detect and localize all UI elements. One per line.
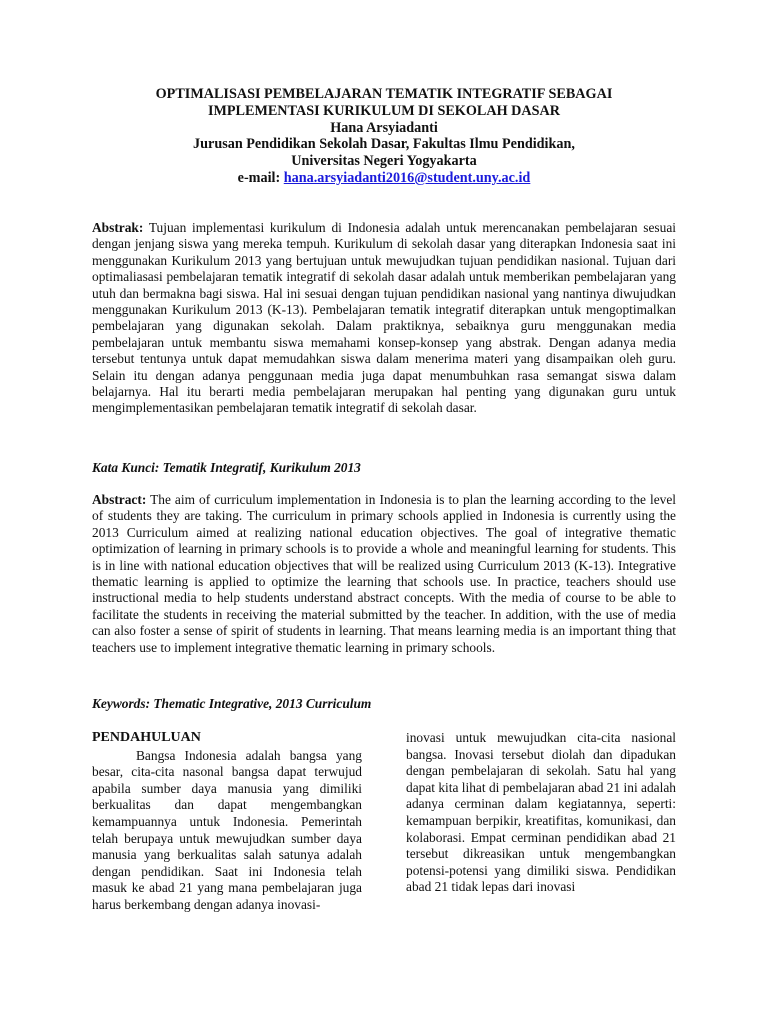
email-line [92,170,676,187]
abstract-english [92,492,676,656]
intro-paragraph-left: Bangsa Indonesia adalah bangsa yang besar, cita-cita nasonal bangsa dapat terwujud apabila sumber daya manusia yang dimiliki berkualitas dan dapat mengembangkan kemampuannya untuk Indonesia. Pemerintah telah berupaya untuk mewujudkan sumber daya manusia yang berkualitas salah satunya adalah dengan pendidikan. Saat ini Indonesia telah masuk ke abad 21 yang mana pembelajaran juga harus berkembang dengan adanya inovasi- [92,747,362,912]
abstrak-text: Tujuan implementasi kurikulum di Indonesia adalah untuk merencanakan pembelajaran sesuai dengan jenjang siswa yang mereka tempuh. Kurikulum di sekolah dasar yang diterapkan Indonesia saat ini menggunakan Kurikulum 2013 yang bertujuan untuk mewujudkan tujuan pendidikan nasional. Tujuan dari optimaliasasi pembelajaran tematik integratif di sekolah dasar adalah untuk memberikan pembelajaran yang utuh dan bermakna bagi siswa. Hal ini sesuai dengan tujuan pendidikan nasional yang nantinya diwujudkan menggunakan Kurikulum 2013 (K-13). Pembelajaran tematik integratif diterapkan untuk mengoptimalkan pembelajaran yang digunakan sekolah. Dalam praktiknya, sebaiknya guru menggunakan media pembelajaran untuk membantu siswa memahami konsep-konsep yang abstrak. Dengan adanya media tersebut tentunya untuk dapat memudahkan siswa dalam menerima materi yang disampaikan oleh guru. Selain itu dengan adanya penggunaan media juga dapat menumbuhkan rasa semangat siswa dalam belajarnya. Hal itu berarti media pembelajaran merupakan hal penting yang digunakan guru untuk mengimplementasikan pembelajaran tematik integratif di sekolah dasar. [92,220,676,416]
paper-title-line-1: OPTIMALISASI PEMBELAJARAN TEMATIK INTEGRATIF SEBAGAI [155,86,613,102]
section-heading-pendahuluan: PENDAHULUAN [92,730,201,745]
kata-kunci: Kata Kunci: Tematik Integratif, Kurikulum 2013 [92,460,361,475]
abstrak-label: Abstrak: [92,220,144,235]
paper-header [92,86,676,187]
keywords-english: Keywords: Thematic Integrative, 2013 Curriculum [92,696,372,711]
affiliation-line-2: Universitas Negeri Yogyakarta [291,153,477,170]
paper-title-line-2: IMPLEMENTASI KURIKULUM DI SEKOLAH DASAR [207,102,561,119]
intro-paragraph-right: inovasi untuk mewujudkan cita-cita nasional bangsa. Inovasi tersebut diolah dan dipadukan dengan pembelajaran di sekolah. Satu hal yang dapat kita lihat di pembelajaran abad 21 ini adalah adanya cerminan dalam kegiatannya, seperti: kemampuan berpikir, kreatifitas, komunikasi, dan kolaborasi. Empat cerminan pendidikan abad 21 tersebut dikreasikan untuk mengembangkan potensi-potensi yang dimiliki siswa. Pendidikan abad 21 tidak lepas dari inovasi [406,730,676,895]
abstrak-indonesian [92,220,676,417]
email-label: e-mail: [237,169,281,186]
abstract-label: Abstract: [92,492,147,507]
abstract-text: The aim of curriculum implementation in Indonesia is to plan the learning according to the level of students they are taking. The curriculum in primary schools applied in Indonesia is currently using the 2013 Curriculum aimed at realizing national education objectives. The goal of integrative thematic optimization of learning in primary schools is to provide a whole and meaningful learning for students. This is in line with national education objectives that will be realized using Curriculum 2013 (K-13). Integrative thematic learning is applied to optimize the learning that schools use. In practice, teachers should use instructional media to help students understand abstract concepts. With the media of course to be able to facilitate the students in receiving the material submitted by the teacher. In addition, with the use of media can also foster a sense of spirit of students in learning. That means learning media is an important thing that teachers use to implement integrative thematic learning in primary schools. [92,492,677,655]
author-name: Hana Arsyiadanti [330,119,438,136]
intro-right-column [406,730,676,896]
email-link[interactable]: hana.arsyiadanti2016@student.uny.ac.id [283,169,531,186]
intro-left-column [92,730,362,914]
affiliation-line-1: Jurusan Pendidikan Sekolah Dasar, Fakultas Ilmu Pendidikan, [193,136,575,153]
